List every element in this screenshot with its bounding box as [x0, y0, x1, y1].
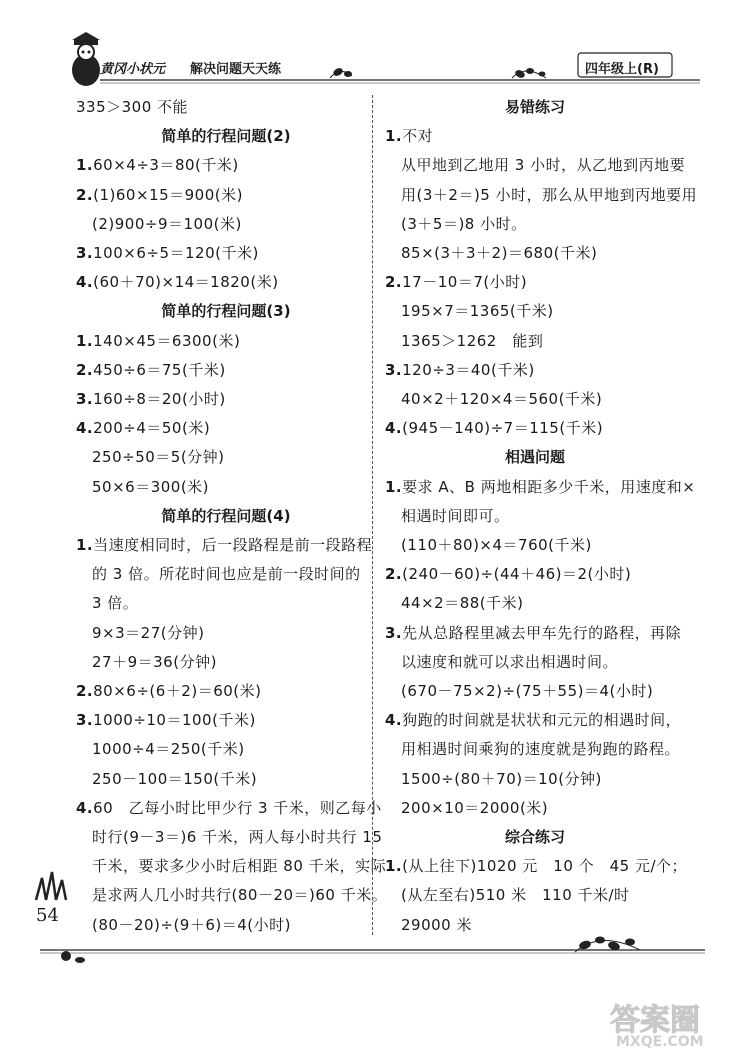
answer-line: [76, 710, 256, 730]
page-header: [0, 0, 750, 95]
answer-line: [76, 155, 239, 175]
answer-line: [401, 798, 548, 818]
footer-decoration: [0, 930, 750, 970]
answer-text: 195×7＝1365(千米): [401, 302, 554, 321]
answer-line: [385, 564, 631, 584]
answer-line: [76, 331, 240, 351]
answer-line: [385, 360, 535, 380]
watermark-line1: 答案圈: [610, 1003, 700, 1038]
question-number: 1.: [76, 536, 94, 554]
answer-text: 335＞300 不能: [76, 98, 189, 116]
answer-line: [401, 506, 510, 526]
answer-line: [92, 885, 387, 905]
answer-text: 以速度和就可以求出相遇时间。: [401, 652, 619, 671]
answer-text: 44×2＝88(千米): [401, 594, 524, 613]
answer-text: 100×6÷5＝120(千米): [93, 244, 259, 262]
answer-line: [76, 418, 210, 438]
mascot-icon: [72, 32, 100, 86]
answer-text: 用(3＋2＝)5 小时，那么从甲地到丙地要用: [401, 185, 698, 204]
answer-text: (945－140)÷7＝115(千米): [402, 419, 604, 438]
answer-text: (670－75×2)÷(75＋55)＝4(小时): [401, 682, 654, 700]
answer-line: [385, 126, 433, 146]
watermark-line2: MXQE.COM: [616, 1034, 704, 1050]
section-title: 相遇问题: [504, 448, 565, 467]
answer-line: [385, 856, 687, 876]
answer-line: [401, 593, 524, 613]
answer-line: [92, 564, 361, 584]
answer-text: 当速度相同时，后一段路程是前一段路程: [93, 536, 373, 554]
answer-text: 3 倍。: [92, 594, 139, 613]
answer-text: (3＋5＝)8 小时。: [401, 214, 527, 233]
question-number: 3.: [385, 360, 403, 379]
answer-text: (80－20)÷(9＋6)＝4(小时): [92, 915, 291, 934]
answer-line: [92, 477, 209, 497]
column-divider: [372, 95, 373, 935]
answer-line: [76, 798, 382, 818]
answer-line: [92, 214, 242, 234]
answer-text: 不对: [402, 127, 434, 146]
answer-text: 17－10＝7(小时): [402, 273, 528, 292]
answer-line: [92, 739, 245, 759]
question-number: 1.: [385, 127, 403, 146]
answer-text: 250－100＝150(千米): [92, 769, 258, 788]
answer-line: [76, 681, 262, 701]
question-number: 3.: [385, 623, 403, 642]
answer-text: 80×6÷(6＋2)＝60(米): [93, 682, 262, 700]
answer-text: 200×10＝2000(米): [401, 798, 549, 817]
question-number: 4.: [385, 711, 403, 730]
answer-line: [385, 477, 695, 497]
answer-text: 200÷4＝50(米): [93, 419, 211, 438]
answer-line: [401, 885, 630, 905]
grade-label: 四年级上(R): [585, 62, 659, 77]
answer-line: [92, 856, 386, 876]
answer-text: 50×6＝300(米): [92, 477, 210, 496]
answer-text: 是求两人几小时共行(80－20＝)60 千米。: [92, 886, 388, 905]
answer-line: [76, 389, 226, 409]
question-number: 1.: [385, 857, 403, 876]
answer-text: 9×3＝27(分钟): [92, 623, 205, 642]
answer-text: 60×4÷3＝80(千米): [93, 156, 239, 175]
answer-text: 40×2＋120×4＝560(千米): [401, 390, 603, 408]
answer-line: [92, 827, 382, 847]
answer-line: [401, 185, 697, 205]
answer-text: 27＋9＝36(分钟): [92, 652, 217, 671]
answer-line: [401, 535, 592, 555]
answer-line: [92, 652, 217, 672]
answer-text: (从上往下)1020 元 10 个 45 元/个；: [402, 857, 688, 876]
question-number: 4.: [76, 798, 94, 817]
answer-line: [385, 710, 681, 730]
question-number: 3.: [76, 390, 94, 408]
question-number: 1.: [76, 156, 94, 175]
question-number: 3.: [76, 711, 94, 730]
question-number: 2.: [76, 360, 94, 379]
answer-line: [401, 389, 602, 409]
answer-line: [401, 331, 543, 351]
answer-text: 时行(9－3＝)6 千米，两人每小时共行 15: [92, 828, 383, 846]
answer-text: 140×45＝6300(米): [93, 331, 241, 350]
section-title: 易错练习: [504, 98, 565, 116]
answer-text: 用相遇时间乘狗的速度就是狗跑的路程。: [401, 740, 681, 759]
section-title: 综合练习: [504, 828, 565, 846]
question-number: 1.: [385, 477, 403, 496]
answer-line: [76, 360, 226, 380]
question-number: 4.: [76, 419, 94, 438]
question-number: 2.: [76, 185, 94, 204]
answer-line: [401, 769, 602, 789]
answer-line: [76, 535, 372, 555]
watermark: [610, 1000, 750, 1050]
answer-text: 从甲地到乙地用 3 小时，从乙地到丙地要: [401, 156, 686, 175]
answer-text: (1)60×15＝900(米): [93, 185, 243, 204]
answer-text: 相遇时间即可。: [401, 506, 510, 525]
answer-line: [92, 593, 138, 613]
section-title: 简单的行程问题(4): [161, 506, 291, 525]
answer-line: [401, 739, 680, 759]
answer-text: (240－60)÷(44＋46)＝2(小时): [402, 565, 632, 584]
answer-line: [401, 155, 685, 175]
answer-text: 160÷8＝20(小时): [93, 390, 226, 408]
answer-text: 千米，要求多少小时后相距 80 千米，实际: [92, 857, 387, 876]
answer-text: 450÷6＝75(千米): [93, 360, 226, 379]
answer-text: 1000÷10＝100(千米): [93, 711, 256, 730]
question-number: 2.: [385, 565, 403, 584]
answer-line: [401, 243, 597, 263]
answer-text: 1000÷4＝250(千米): [92, 740, 245, 759]
answer-line: [76, 272, 279, 292]
answer-text: 1500÷(80＋70)＝10(分钟): [401, 769, 602, 788]
answer-line: [385, 272, 527, 292]
answer-text: 250÷50＝5(分钟): [92, 448, 225, 467]
vine-decoration-icon: [330, 66, 546, 79]
brand-logo-text: 黄冈小状元: [100, 62, 166, 77]
answer-line: [92, 447, 225, 467]
answer-line: [76, 243, 259, 263]
question-number: 3.: [76, 244, 94, 262]
answer-text: 85×(3＋3＋2)＝680(千米): [401, 244, 598, 262]
answer-text: 1365＞1262 能到: [401, 331, 544, 350]
question-number: 2.: [76, 682, 94, 700]
answer-line: [385, 623, 681, 643]
answer-line: [401, 681, 653, 701]
answer-text: 先从总路程里减去甲车先行的路程，再除: [402, 623, 682, 642]
question-number: 2.: [385, 273, 403, 292]
answer-line: [401, 301, 554, 321]
page-number: 54: [36, 905, 59, 926]
section-title: 简单的行程问题(3): [161, 302, 291, 321]
answer-text: (110＋80)×4＝760(千米): [401, 536, 592, 554]
section-title: 简单的行程问题(2): [161, 127, 291, 146]
answer-line: [401, 652, 618, 672]
answer-line: [76, 185, 243, 205]
question-number: 4.: [76, 273, 94, 292]
answer-text: 60 乙每小时比甲少行 3 千米，则乙每小: [93, 798, 382, 817]
answer-line: [385, 418, 603, 438]
question-number: 1.: [76, 331, 94, 350]
answer-line: [92, 769, 257, 789]
answer-line: [401, 214, 527, 234]
answer-text: (60＋70)×14＝1820(米): [93, 273, 279, 292]
answer-text: 要求 A、B 两地相距多少千米，用速度和×: [402, 477, 696, 496]
answer-text: (从左至右)510 米 110 千米/时: [401, 886, 630, 905]
answer-text: 29000 米: [401, 915, 472, 934]
answer-text: 120÷3＝40(千米): [402, 360, 535, 379]
question-number: 4.: [385, 419, 403, 438]
answer-text: 狗跑的时间就是状状和元元的相遇时间，: [402, 711, 682, 730]
answer-text: (2)900÷9＝100(米): [92, 214, 242, 233]
answer-text: 的 3 倍。所花时间也应是前一段时间的: [92, 565, 361, 584]
answer-line: [92, 623, 204, 643]
header-decoration: [0, 0, 750, 95]
series-title: 解决问题天天练: [190, 62, 282, 77]
answer-line: [76, 97, 188, 117]
